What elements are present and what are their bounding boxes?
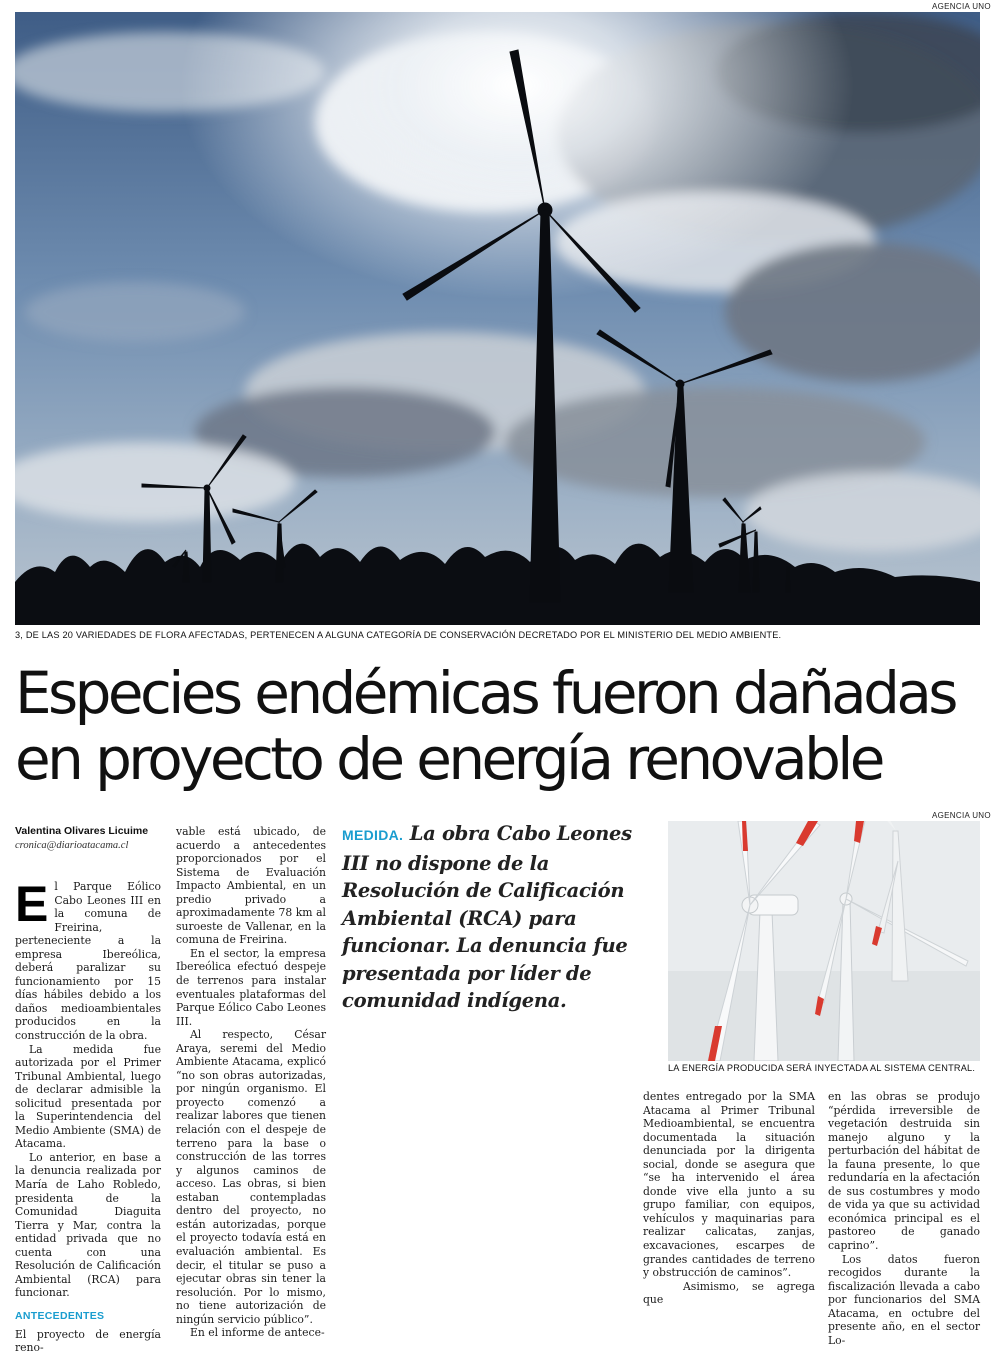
- article-column-4: [828, 1090, 980, 1347]
- paragraph: El proyecto de energía reno-: [15, 1327, 161, 1355]
- paragraph: En el informe de antece-: [190, 1326, 325, 1340]
- byline-email: cronica@diarioatacama.cl: [15, 840, 129, 851]
- byline-author: Valentina Olivares Licuime: [15, 825, 149, 837]
- headline: [15, 660, 995, 792]
- section-heading: ANTECEDENTES: [15, 1309, 105, 1322]
- paragraph: l Parque Eólico Cabo Leones III en la comuna de Freirina, perteneciente a la empresa Ibereólica, deberá paralizar su funcionamiento por 15 días hábiles debido a los daños medioambientales producidos en la construcción de la obra.: [15, 880, 161, 1043]
- article-column-2: [176, 825, 326, 1340]
- paragraph: Los datos fueron recogidos durante la fiscalización llevada a cabo por funcionarios del SMA Atacama, en octubre del presente año, en el sector Lo-: [828, 1252, 980, 1347]
- deck-text: La obra Cabo Leones III no dispone de la Resolución de Calificación Ambiental (RCA) para funcionar. La denuncia fue presentada por líder de comunidad indígena.: [342, 822, 632, 1012]
- headline-line-2: en proyecto de energía renovable: [15, 725, 882, 793]
- second-caption: LA ENERGÍA PRODUCIDA SERÁ INYECTADA AL SISTEMA CENTRAL.: [668, 1063, 976, 1073]
- paragraph: Lo anterior, en base a la denuncia realizada por María de Laho Robledo, presidenta de la Comunidad Diaguita Tierra y Mar, contra la entidad privada que no cuenta con una Resolución de Calificación Ambiental (RCA) para funcionar.: [15, 1150, 161, 1300]
- article-column-3: [643, 1090, 815, 1307]
- paragraph: dentes entregado por la SMA Atacama al Primer Tribunal Medioambiental, se encuentra documentada la situación denunciada por la dirigenta social, donde se asegura que “se ha intervenido el área donde vive ella junto a su grupo familiar, con equipos, vehículos y maquinarias para realizar calicatas, zanjas, excavaciones, escarpes de grandes cantidades de terreno y obstrucción de caminos”.: [643, 1090, 815, 1280]
- second-photo: [668, 821, 980, 1061]
- deck-label: MEDIDA.: [342, 827, 404, 843]
- deck: [342, 820, 657, 1015]
- paragraph: La medida fue autorizada por el Primer Tribunal Ambiental, luego de declarar admisible la solicitud presentada por la Superintendencia del Medio Ambiente (SMA) de Atacama.: [15, 1042, 161, 1151]
- paragraph: en las obras se produjo “pérdida irreversible de vegetación destruida sin manejo alguno y la perturbación del hábitat de la fauna presente, lo que redundaría en la afectación de sus costumbres y modo de vida ya que su actividad económica principal es el pastoreo de ganado caprino”.: [828, 1090, 980, 1253]
- paragraph: vable está ubicado, de acuerdo a antecedentes proporcionados por el Sistema de Evaluación Impacto Ambiental, en un predio privado a aproximadamente 78 km al suroeste de Vallenar, en la comuna de Freirina.: [176, 825, 326, 947]
- photo-credit-top: AGENCIA UNO: [932, 2, 991, 11]
- hero-caption: 3, DE LAS 20 VARIEDADES DE FLORA AFECTADAS, PERTENECEN A ALGUNA CATEGORÍA DE CONSERVACIÓN DECRETADO POR EL MINISTERIO DEL MEDIO AMBIENTE.: [15, 630, 782, 640]
- headline-line-1: Especies endémicas fueron dañadas: [15, 659, 955, 727]
- article-column-1: [15, 876, 161, 1355]
- photo-credit-second: AGENCIA UNO: [932, 811, 991, 820]
- paragraph: En el sector, la empresa Ibereólica efectuó despeje de terrenos para instalar eventuales plataformas del Parque Eólico Cabo Leones III.: [176, 946, 326, 1028]
- drop-cap: E: [15, 876, 49, 932]
- paragraph: Asimismo, se agrega que: [643, 1279, 815, 1307]
- paragraph: Al respecto, César Araya, seremi del Medio Ambiente Atacama, explicó “no son obras autorizadas, por ningún organismo. El proyecto comenzó a realizar labores que tienen relación con el despeje de terreno para la base o construcción de las torres y algunos caminos de acceso. Las obras, si bien estaban contempladas dentro del proyecto, no están autorizadas, porque el proyecto todavía está en evaluación ambiental. Es decir, el titular se puso a ejecutar obras sin tener la resolución. Por lo mismo, no tiene autorización de ningún servicio público”.: [176, 1028, 326, 1326]
- hero-photo: [15, 12, 980, 625]
